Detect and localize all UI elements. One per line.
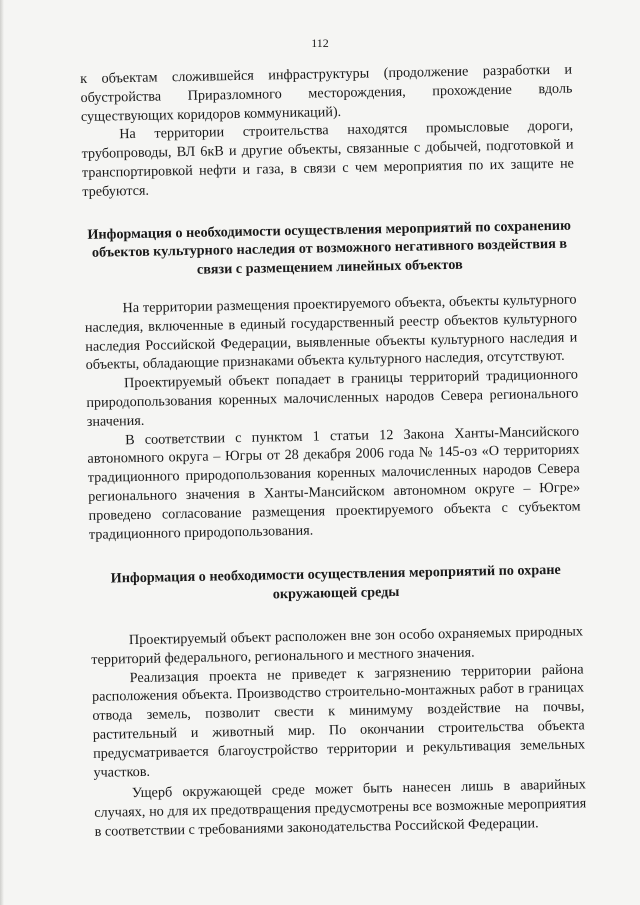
intro-paragraph-2: На территории строительства находятся промысловые дороги, трубопроводы, ВЛ 6кВ и другие объекты, связанные с добычей, подготовкой и транспортировкой нефти и газа, в связи с чем мероприятия по их защите не требуются.	[81, 117, 575, 200]
page-number: 112	[311, 36, 329, 50]
heritage-paragraph-3: В соответствии с пунктом 1 статьи 12 Закона Ханты-Мансийского автономного округа – Югры от 28 декабря 2006 года № 145-оз «О территориях традиционного природопользования коренных малочисленных народов Севера регионального значения в Ханты-Мансийском автономном округе – Югре» проведено согласование размещения проектируемого объекта с субъектом традиционного природопользования.	[87, 423, 581, 543]
environment-heading: Информация о необходимости осуществления мероприятий по охране окружающей среды	[110, 562, 561, 603]
heritage-paragraph-1: На территории размещения проектируемого объекта, объекты культурного наследия, включенные в единый государственный реестр объектов культурного наследия Российской Федерации, выявленные объекты культурного наследия и объекты, обладающие признаками объекта культурного наследия, отсутствуют.	[84, 291, 578, 374]
intro-paragraph-1: к объектам сложившейся инфраструктуры (продолжение разработки и обустройства Приразломного месторождения, прохождение вдоль существующих коридоров коммуникаций).	[80, 61, 573, 125]
environment-paragraph-1: Проектируемый объект расположен вне зон особо охраняемых природных территорий федерального, регионального и местного значения.	[91, 623, 584, 668]
heritage-heading: Информация о необходимости осуществления мероприятий по сохранению объектов культурного наследия от возможного негативного воздействия в связи с размещением линейных объектов	[87, 217, 572, 278]
scan-edge	[0, 0, 4, 905]
environment-paragraph-2: Реализация проекта не приведет к загрязнению территории района расположения объекта. Производство строительно-монтажных работ в границах отвода земель, позволит свести к минимуму воздействие на почвы, растительный и животный мир. По окончании строительства объекта предусматривается благоустройство территории и рекультивация земельных участков.	[91, 660, 586, 781]
document-body	[80, 61, 587, 842]
heritage-paragraph-2: Проектируемый объект попадает в границы территорий традиционного природопользования коренных малочисленных народов Севера регионального значения.	[86, 366, 579, 430]
environment-paragraph-3: Ущерб окружающей среде может быть нанесен лишь в аварийных случаях, но для их предотвращения предусмотрены все возможные мероприятия в соответствии с требованиями законодательства Российской Федерации.	[94, 776, 587, 840]
